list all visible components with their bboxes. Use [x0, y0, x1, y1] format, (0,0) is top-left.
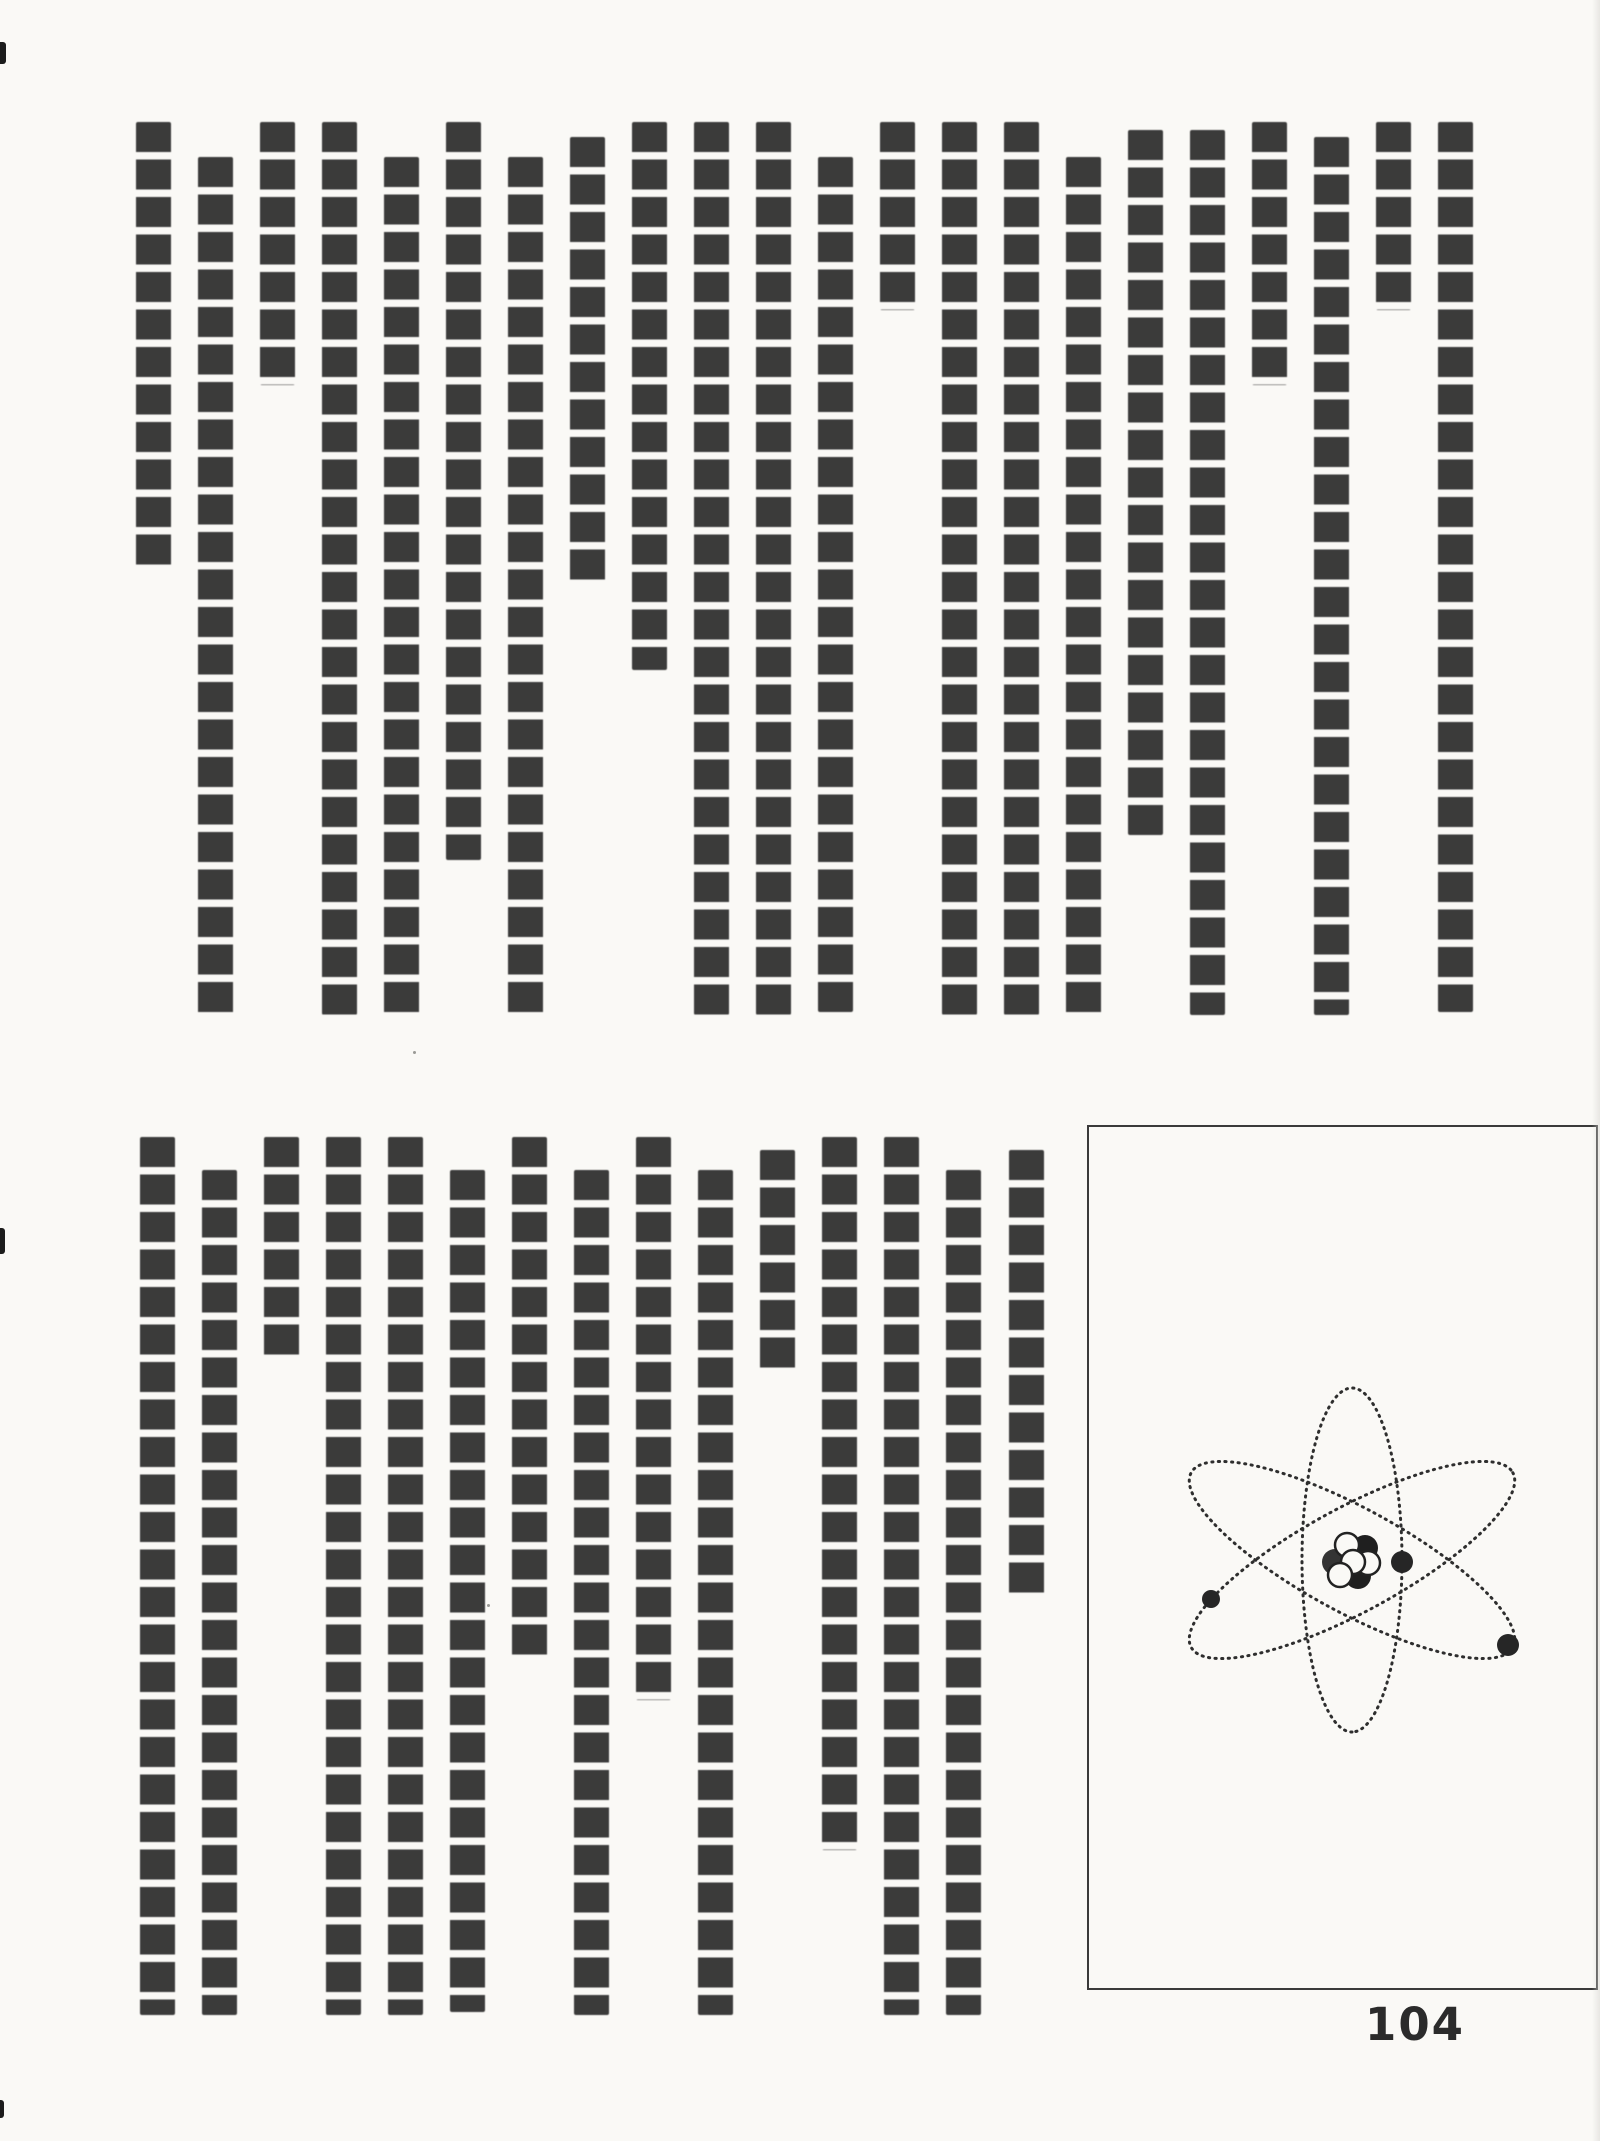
- scan-artifact: [413, 1051, 416, 1054]
- redacted-text-column: [694, 122, 729, 1015]
- redacted-text-column: [260, 122, 295, 385]
- redacted-text-column: [636, 1137, 671, 1700]
- redacted-text-column: [1190, 130, 1225, 1015]
- redacted-text-column: [1004, 122, 1039, 1015]
- redacted-text-column: [1009, 1150, 1044, 1600]
- redacted-text-column: [756, 122, 791, 1015]
- redacted-text-column: [1376, 122, 1411, 310]
- redacted-text-column: [942, 122, 977, 1015]
- redacted-text-column: [760, 1150, 795, 1375]
- page-number: 104: [1365, 1998, 1465, 2051]
- illustration-frame: [1087, 1125, 1598, 1990]
- nucleus: [1322, 1533, 1380, 1589]
- redacted-text-column: [326, 1137, 361, 2015]
- redacted-text-column: [632, 122, 667, 670]
- redacted-text-column: [1438, 122, 1473, 1012]
- redacted-text-column: [1252, 122, 1287, 385]
- redacted-text-column: [322, 122, 357, 1015]
- redacted-text-column: [198, 157, 233, 1019]
- scan-artifact: [0, 2100, 4, 2118]
- redacted-text-column: [388, 1137, 423, 2015]
- redacted-text-column: [1128, 130, 1163, 835]
- redacted-text-column: [512, 1137, 547, 1662]
- redacted-text-column: [1314, 137, 1349, 1015]
- redacted-text-column: [818, 157, 853, 1012]
- redacted-text-column: [264, 1137, 299, 1362]
- redacted-text-column: [384, 157, 419, 1015]
- redacted-text-column: [136, 122, 171, 572]
- redacted-text-column: [1066, 157, 1101, 1019]
- redacted-text-column: [202, 1170, 237, 2015]
- scan-artifact: [487, 1604, 490, 1607]
- redacted-text-column: [446, 122, 481, 860]
- redacted-text-column: [574, 1170, 609, 2015]
- redacted-text-column: [946, 1170, 981, 2015]
- redacted-text-column: [570, 137, 605, 587]
- scan-artifact: [0, 42, 6, 64]
- redacted-text-column: [822, 1137, 857, 1850]
- redacted-text-column: [508, 157, 543, 1019]
- redacted-text-column: [698, 1170, 733, 2015]
- atom-icon: [1152, 1372, 1562, 1772]
- scan-artifact: [0, 1228, 5, 1254]
- redacted-text-column: [884, 1137, 919, 2015]
- redacted-text-column: [140, 1137, 175, 2015]
- redacted-text-column: [880, 122, 915, 310]
- redacted-text-column: [450, 1170, 485, 2012]
